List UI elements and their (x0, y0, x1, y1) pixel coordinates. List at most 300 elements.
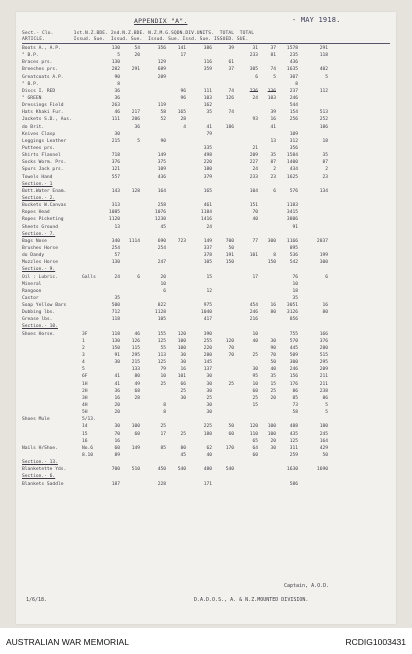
cell-col-3: 129 (157, 60, 166, 66)
cell-col-7: 31 (252, 46, 258, 51)
article-size: 14 (82, 424, 88, 430)
article-name: Grease lbs. (22, 317, 53, 323)
cell-col-8: 39 (270, 110, 276, 116)
cell-col-10: 280 (319, 345, 328, 351)
cell-col-3: 149 (157, 153, 166, 159)
cell-col-2: 20 (134, 53, 140, 59)
table-row (22, 202, 394, 209)
cell-col-7: 10 (252, 381, 258, 387)
cell-col-9: 356 (289, 145, 298, 151)
cell-col-9: 154 (289, 110, 298, 116)
cell-col-6: 170 (225, 445, 234, 451)
cell-col-6: 37 (228, 67, 234, 73)
article-size: 5H (82, 410, 88, 416)
cell-col-3: 17 (160, 431, 166, 437)
cell-col-3: 375 (157, 160, 166, 166)
cell-col-9: 300 (289, 360, 298, 366)
cell-col-4: 80 (180, 445, 186, 451)
cell-col-3: 79 (160, 367, 166, 373)
cell-col-4: 30 (180, 360, 186, 366)
cell-col-8: 35 (270, 153, 276, 159)
cell-col-7: 15 (252, 403, 258, 409)
cell-col-6: 61 (228, 60, 234, 66)
table-row (22, 252, 394, 259)
cell-col-2: 215 (131, 360, 140, 366)
cell-col-9: 536 (289, 253, 298, 259)
cell-col-7: 305 (249, 67, 258, 73)
cell-col-6: 60 (228, 431, 234, 437)
cell-col-10: 80 (322, 310, 328, 316)
division-name: D.A.D.O.S., A. & N.Z.MOUNTED DIVISION. (194, 597, 309, 603)
cell-col-7: 233 (249, 53, 258, 59)
cell-col-2: 291 (131, 67, 140, 73)
cell-col-4: 25 (180, 431, 186, 437)
cell-col-5: 337 (203, 245, 212, 251)
cell-col-7: 60 (252, 388, 258, 394)
article-size: 2 (82, 345, 85, 351)
cell-col-9: 895 (289, 245, 298, 251)
cell-col-7: 21 (252, 145, 258, 151)
cell-col-7: 454 (249, 303, 258, 309)
article-name: Socks Worm. Prs. (22, 160, 67, 166)
cell-col-7: 104 (249, 188, 258, 194)
cell-col-9: 3051 (286, 303, 298, 309)
cell-col-9: 311 (289, 445, 298, 451)
cell-col-10: 118 (319, 53, 328, 59)
appendix-label: APPENDIX "A". (134, 17, 188, 25)
cell-col-1: 30 (114, 360, 120, 366)
cell-col-10: 211 (319, 381, 328, 387)
table-row (22, 331, 394, 338)
article-name: Hats Khaki Fur. (22, 110, 64, 116)
cell-col-4: 101 (177, 374, 186, 380)
cell-col-4: 96 (180, 88, 186, 94)
cell-col-6: 50 (228, 424, 234, 430)
cell-col-5: 145 (203, 360, 212, 366)
cell-col-1: 35 (114, 295, 120, 301)
cell-col-9: 488 (289, 424, 298, 430)
article-size: 2H (82, 388, 88, 394)
article-size: 5/13. (82, 417, 96, 423)
cell-col-3: 8 (163, 403, 166, 409)
cell-col-5: 24 (206, 224, 212, 230)
cell-col-1: 36 (114, 88, 120, 94)
cell-col-7: 6 (255, 74, 258, 80)
article-name: do Dandy (22, 253, 45, 259)
cell-col-2: 100 (131, 424, 140, 430)
cell-col-10: 300 (319, 260, 328, 266)
cell-col-5: 225 (203, 424, 212, 430)
article-size: 6F (82, 374, 88, 380)
article-size: 3H (82, 395, 88, 401)
cell-col-1: 254 (111, 245, 120, 251)
cell-col-10: 186 (319, 124, 328, 130)
cell-col-1: 143 (111, 188, 120, 194)
cell-col-4: 17 (180, 53, 186, 59)
cell-col-9: 1183 (286, 203, 298, 209)
cell-col-7: 65 (252, 438, 258, 444)
cell-col-6: 700 (225, 238, 234, 244)
cell-col-9: 755 (289, 331, 298, 337)
section-label: Section.- 7. (22, 231, 56, 237)
cell-col-5: 975 (203, 303, 212, 309)
cell-col-5: 103 (203, 95, 212, 101)
cell-col-3: 436 (157, 174, 166, 180)
cell-col-9: 509 (289, 353, 298, 359)
cell-col-9: 312 (289, 138, 298, 144)
cell-col-3: 228 (157, 481, 166, 487)
cell-col-4: 30 (180, 395, 186, 401)
table-row (22, 445, 394, 452)
cell-col-10: 199 (319, 253, 328, 259)
cell-col-3: 155 (157, 331, 166, 337)
article-size: 15 (82, 431, 88, 437)
cell-col-5: 220 (203, 160, 212, 166)
article-name: Braces prs. (22, 60, 53, 66)
table-row (22, 295, 394, 302)
cell-col-6: 39 (228, 46, 234, 51)
cell-col-1: 46 (114, 110, 120, 116)
cell-col-5: 12 (206, 288, 212, 294)
cell-col-8: 300 (267, 238, 276, 244)
cell-col-9: 570 (289, 338, 298, 344)
cell-col-5: 111 (203, 88, 212, 94)
article-size: 3F (82, 331, 88, 337)
cell-col-5: 35 (206, 110, 212, 116)
table-row (22, 174, 394, 181)
table-row (22, 438, 394, 445)
table-row (22, 145, 394, 152)
document-header (16, 17, 396, 27)
article-name: Discs I. RED (22, 88, 56, 94)
cell-col-1: 57 (114, 253, 120, 259)
cell-col-8: 136 (267, 88, 276, 94)
cell-col-5: 165 (203, 188, 212, 194)
cell-col-2: 133 (131, 367, 140, 373)
table-row (22, 102, 394, 109)
cell-col-5: 15 (206, 274, 212, 280)
article-name: Blankets Saddle (22, 481, 64, 487)
cell-col-10: 50 (322, 453, 328, 459)
table-row (22, 188, 394, 195)
archive-caption-bar (0, 628, 412, 654)
cell-col-5: 30 (206, 381, 212, 387)
article-size: 1 (82, 338, 85, 344)
cell-col-2: 60 (134, 431, 140, 437)
cell-col-2: 46 (134, 331, 140, 337)
cell-col-9: 435 (289, 431, 298, 437)
cell-col-1: 215 (111, 138, 120, 144)
cell-col-8: 74 (270, 67, 276, 73)
table-row (22, 95, 394, 102)
reference-date: 1/6/18. (26, 597, 48, 603)
cell-col-5: 40 (206, 453, 212, 459)
cell-col-4: 4 (183, 124, 186, 130)
cell-col-10: 5 (325, 403, 328, 409)
cell-col-8: 150 (267, 260, 276, 266)
cell-col-1: 718 (111, 153, 120, 159)
cell-col-3: 55 (160, 345, 166, 351)
cell-col-10: 402 (319, 67, 328, 73)
table-row (22, 288, 394, 295)
cell-col-3: 8 (163, 410, 166, 416)
cell-col-5: 116 (203, 60, 212, 66)
cell-col-10: 18 (322, 138, 328, 144)
cell-col-2: 1114 (128, 238, 140, 244)
cell-col-7: 40 (252, 217, 258, 223)
cell-col-9: 576 (289, 188, 298, 194)
cell-col-1: 118 (111, 331, 120, 337)
cell-col-5: 105 (203, 260, 212, 266)
table-row (22, 352, 394, 359)
cell-col-10: 295 (319, 360, 328, 366)
section-heading-row (22, 266, 394, 273)
article-name: Breeches prs. (22, 67, 58, 73)
cell-col-1: 41 (114, 381, 120, 387)
cell-col-1: 263 (111, 103, 120, 109)
cell-col-2: 28 (134, 395, 140, 401)
cell-col-9: 35 (292, 295, 298, 301)
cell-col-6: 70 (228, 345, 234, 351)
cell-col-5: 62 (206, 445, 212, 451)
article-name: Sheets Ground (22, 224, 58, 230)
cell-col-8: 2 (273, 167, 276, 173)
section-label: Section.- 1 (22, 181, 53, 187)
cell-col-2: 36 (134, 124, 140, 130)
cell-col-3: 45 (160, 224, 166, 230)
cell-col-1: 130 (111, 260, 120, 266)
article-name: Knives Clasp (22, 131, 56, 137)
cell-col-7: 24 (252, 167, 258, 173)
cell-col-7: 151 (249, 203, 258, 209)
article-name: Castor (22, 295, 39, 301)
cell-col-3: 113 (157, 353, 166, 359)
table-row (22, 88, 394, 95)
section-label: Section.- 13. (22, 460, 58, 466)
cell-col-3: 90 (160, 138, 166, 144)
cell-col-10: 87 (322, 160, 328, 166)
cell-col-3: 1076 (154, 210, 166, 216)
table-row (22, 159, 394, 166)
cell-col-5: 30 (206, 388, 212, 394)
cell-col-5: 378 (203, 253, 212, 259)
cell-col-5: 25 (206, 395, 212, 401)
cell-col-3: 105 (157, 317, 166, 323)
cell-col-8: 30 (270, 445, 276, 451)
section-heading-row (22, 181, 394, 188)
cell-col-4: 25 (180, 388, 186, 394)
article-name: Bott.Water Enam. (22, 188, 67, 194)
cell-col-9: 91 (292, 224, 298, 230)
cell-col-10: 1690 (316, 467, 328, 473)
article-name: Boots A., A.P. (22, 46, 61, 51)
cell-col-3: 25 (160, 381, 166, 387)
section-heading-row (22, 323, 394, 330)
table-row (22, 481, 394, 488)
column-header-line-2: ARTICLE. Issud. Sue. Issud. Sue. Issud. Sue. Issd. Sue. ISSUED. SUE. (22, 37, 249, 42)
cell-col-2: 128 (131, 188, 140, 194)
article-name: Greatcoats A.P. (22, 74, 64, 80)
cell-col-10: 35 (322, 153, 328, 159)
cell-col-1: 712 (111, 310, 120, 316)
cell-col-7: 40 (252, 338, 258, 344)
cell-col-10: 16 (322, 303, 328, 309)
cell-col-10: 164 (319, 438, 328, 444)
cell-col-9: 256 (289, 117, 298, 123)
cell-col-7: 25 (252, 395, 258, 401)
cell-col-3: 209 (157, 74, 166, 80)
cell-col-9: 1584 (286, 153, 298, 159)
cell-col-3: 10 (160, 281, 166, 287)
cell-col-5: 335 (203, 145, 212, 151)
article-name: Bags Nose (22, 238, 47, 244)
article-name: Dressings Field (22, 103, 64, 109)
article-name: Jackets S.D., Aus. (22, 117, 72, 123)
article-name: Leggings Leather (22, 138, 67, 144)
cell-col-8: 16 (270, 117, 276, 123)
cell-col-8: 30 (270, 338, 276, 344)
cell-col-7: 24 (252, 95, 258, 101)
archive-id: RCDIG1003431 (345, 637, 406, 647)
cell-col-10: 211 (319, 374, 328, 380)
cell-col-6: 70 (228, 353, 234, 359)
cell-col-1: 20 (114, 410, 120, 416)
article-name: Towels Hand (22, 174, 53, 180)
cell-col-4: 540 (177, 467, 186, 473)
cell-col-4: 66 (180, 381, 186, 387)
cell-col-5: 30 (206, 410, 212, 416)
article-name: Shoes Mule (22, 417, 50, 423)
cell-col-8: 41 (270, 124, 276, 130)
cell-col-8: 15 (270, 381, 276, 387)
cell-col-8: 8 (273, 253, 276, 259)
cell-col-1: 24 (114, 274, 120, 280)
cell-col-9: 18 (292, 288, 298, 294)
header-rule (22, 43, 390, 44)
cell-col-8: 25 (270, 388, 276, 394)
section-label: Section.- 6. (22, 474, 56, 480)
cell-col-7: 246 (249, 310, 258, 316)
cell-col-9: 434 (289, 167, 298, 173)
article-name: do Brit. (22, 124, 45, 130)
cell-col-2: 149 (131, 445, 140, 451)
table-row (22, 388, 394, 395)
cell-col-5: 1416 (200, 217, 212, 223)
cell-col-8: 100 (267, 431, 276, 437)
cell-col-1: 89 (114, 453, 120, 459)
table-row (22, 124, 394, 131)
cell-col-5: 498 (203, 153, 212, 159)
cell-col-4: 28 (180, 117, 186, 123)
cell-col-9: 246 (289, 367, 298, 373)
cell-col-8: 87 (270, 160, 276, 166)
article-name: Blanketette Yds. (22, 467, 67, 473)
cell-col-10: 376 (319, 338, 328, 344)
cell-col-7: 17 (252, 274, 258, 280)
cell-col-10: 112 (319, 88, 328, 94)
cell-col-2: 80 (134, 374, 140, 380)
cell-col-2: 115 (131, 345, 140, 351)
cell-col-10: 2 (325, 167, 328, 173)
cell-col-10: 2837 (316, 238, 328, 244)
cell-col-1: 30 (114, 424, 120, 430)
table-row (22, 373, 394, 380)
cell-col-7: 120 (249, 424, 258, 430)
cell-col-9: 109 (289, 131, 298, 137)
cell-col-10: 429 (319, 445, 328, 451)
cell-col-6: 74 (228, 110, 234, 116)
cell-col-9: 76 (292, 274, 298, 280)
cell-col-8: 50 (270, 360, 276, 366)
article-size: 4 (82, 360, 85, 366)
cell-col-10: 245 (319, 431, 328, 437)
cell-col-8: 103 (267, 95, 276, 101)
cell-col-5: 137 (203, 367, 212, 373)
article-size: 4H (82, 403, 88, 409)
cell-col-10: 515 (319, 353, 328, 359)
cell-col-9: 1630 (286, 467, 298, 473)
table-row (22, 381, 394, 388)
article-name: Brushes Horse (22, 245, 58, 251)
cell-col-9: 1635 (286, 67, 298, 73)
cell-col-1: 90 (114, 74, 120, 80)
cell-col-7: 70 (252, 210, 258, 216)
cell-col-9: 8 (295, 81, 298, 87)
cell-col-8: 20 (270, 438, 276, 444)
article-name: Ropes Head (22, 210, 50, 216)
cell-col-3: 254 (157, 245, 166, 251)
cell-col-3: 85 (160, 445, 166, 451)
cell-col-3: 690 (157, 238, 166, 244)
cell-col-9: 85 (292, 395, 298, 401)
article-name: Puttees prs. (22, 145, 56, 151)
section-heading-row (22, 459, 394, 466)
cell-col-1: 30 (114, 131, 120, 137)
cell-col-1: 118 (111, 317, 120, 323)
cell-col-10: 86 (322, 395, 328, 401)
column-header-line-1: Sect.- Clo. 1st.N.Z.BDE. 2nd.N.Z.BDE. N.Z.M.G.SQDN.DIV.UNITS. TOTAL TOTAL (22, 31, 255, 36)
cell-col-8: 40 (270, 367, 276, 373)
cell-col-2: 295 (131, 353, 140, 359)
cell-col-3: 164 (157, 188, 166, 194)
table-row (22, 138, 394, 145)
cell-col-8: 70 (270, 353, 276, 359)
cell-col-5: 180 (203, 167, 212, 173)
cell-col-10: 23 (322, 174, 328, 180)
cell-col-1: 8 (117, 81, 120, 87)
cell-col-5: 255 (203, 338, 212, 344)
cell-col-10: 238 (319, 388, 328, 394)
cell-col-1: 1085 (108, 210, 120, 216)
cell-col-2: 510 (131, 467, 140, 473)
cell-col-8: 80 (270, 310, 276, 316)
cell-col-4: 100 (177, 345, 186, 351)
table-row (22, 416, 394, 423)
cell-col-3: 258 (157, 203, 166, 209)
cell-col-9: 586 (289, 481, 298, 487)
cell-col-6: 186 (225, 124, 234, 130)
cell-col-3: 450 (157, 467, 166, 473)
cell-col-10: 209 (319, 367, 328, 373)
cell-col-1: 700 (111, 467, 120, 473)
cell-col-5: 461 (203, 203, 212, 209)
cell-col-5: 30 (206, 374, 212, 380)
cell-col-3: 356 (157, 46, 166, 51)
cell-col-3: 125 (157, 338, 166, 344)
table-row (22, 59, 394, 66)
section-label: Section.- 9. (22, 267, 56, 273)
article-name: Dubbing lbs. (22, 310, 56, 316)
